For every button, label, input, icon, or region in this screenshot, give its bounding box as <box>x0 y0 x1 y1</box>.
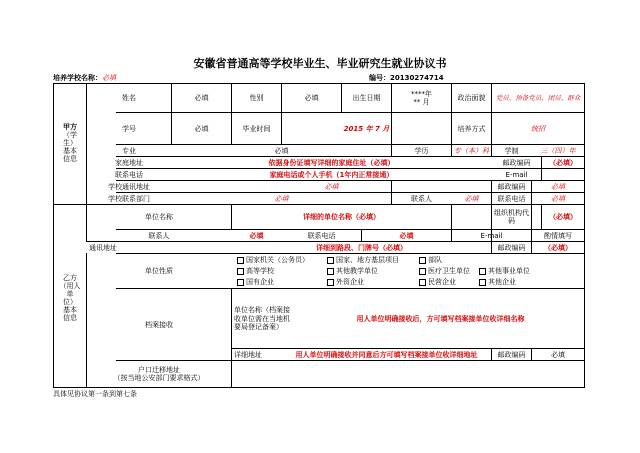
name-value[interactable]: 必填 <box>194 94 209 102</box>
archive-address-value[interactable]: 用人单位明确接收并同意后方可填写档案接单位收详细地址 <box>295 350 478 359</box>
unit-postcode-label: 邮政编码 <box>497 243 526 252</box>
school-contact-value[interactable]: 必填 <box>464 194 479 203</box>
graduation-time-value[interactable]: 2015 年 7 月 <box>343 124 390 133</box>
archive-unit-value[interactable]: 用人单位明确接收后，方可填写档案接单位收详细名称 <box>356 314 525 323</box>
number-value: 20130274714 <box>390 74 444 82</box>
phone-value[interactable]: 家庭电话或个人手机（1年内正常接通） <box>269 170 394 179</box>
agreement-table <box>53 83 585 388</box>
option-university[interactable]: 高等学校 <box>237 266 274 276</box>
gender-label: 性别 <box>249 94 264 102</box>
unit-nature-label: 单位性质 <box>145 267 173 275</box>
home-postcode-value[interactable]: （必填） <box>549 158 577 167</box>
school-phone-value[interactable]: 必填 <box>551 194 565 203</box>
unit-contact-value[interactable]: 必填 <box>249 231 264 240</box>
footnote: 具体见协议第一条到第七条 <box>53 390 137 398</box>
major-value[interactable]: 必填 <box>274 146 289 155</box>
archive-address-label: 详细地址 <box>234 350 262 359</box>
school-postcode-value[interactable]: 必填 <box>551 182 565 191</box>
option-other-public[interactable]: 其他事业单位 <box>479 266 530 276</box>
document-title: 安徽省普通高等学校毕业生、毕业研究生就业协议书 <box>193 57 447 70</box>
unit-email-label: E-mail <box>480 231 503 240</box>
degree-value[interactable]: 专（本）科 <box>454 146 489 155</box>
home-address-label: 家庭地址 <box>115 158 143 167</box>
political-status-label: 政治面貌 <box>457 94 486 102</box>
agreement-number-field <box>369 73 444 83</box>
school-address-label: 学校通讯地址 <box>108 182 150 191</box>
option-grassroots[interactable]: 国家、地方基层项目 <box>327 255 399 265</box>
archive-label: 档案接收 <box>145 320 173 329</box>
option-gov[interactable]: 国家机关（公务员） <box>237 255 309 265</box>
school-dept-label: 学校联系部门 <box>108 194 150 203</box>
school-name-value: 必填 <box>102 74 116 82</box>
unit-nature-options <box>237 255 582 288</box>
political-status-value[interactable]: 党员、预备党员、团员、群众 <box>495 94 581 102</box>
email-label: E-mail <box>505 170 528 179</box>
birth-date-label: 出生日期 <box>352 94 381 102</box>
unit-name-value[interactable]: 详细的单位名称（必填） <box>303 213 380 221</box>
number-label: 编号： <box>369 74 390 82</box>
school-name-label: 培养学校名称： <box>53 74 102 82</box>
training-mode-label: 培养方式 <box>457 124 486 133</box>
duration-value[interactable]: 三（四）年 <box>540 146 576 155</box>
unit-name-label: 单位名称 <box>145 213 173 221</box>
unit-phone-value[interactable]: 必填 <box>399 231 414 240</box>
degree-label: 学历 <box>414 146 429 155</box>
hukou-value[interactable] <box>232 361 584 387</box>
option-state-owned[interactable]: 国有企业 <box>237 277 274 287</box>
phone-label: 联系电话 <box>115 170 143 179</box>
school-name-field <box>53 73 116 83</box>
major-label: 专业 <box>122 146 136 155</box>
student-id-label: 学号 <box>122 124 136 133</box>
unit-address-value[interactable]: 详细到路段、门牌号（必填） <box>316 243 407 252</box>
unit-email-value[interactable]: 酌情填写 <box>544 231 572 240</box>
school-postcode-label: 邮政编码 <box>497 182 526 191</box>
training-mode-value[interactable]: 统招 <box>531 124 545 133</box>
name-label: 姓名 <box>122 94 136 102</box>
school-dept-value[interactable]: 必填 <box>274 194 289 203</box>
party-a-label: 甲方 （学 生） 基本 信息 <box>63 123 77 163</box>
option-army[interactable]: 部队 <box>419 255 442 265</box>
party-b-label: 乙方 （用人 单 位） 基本 信息 <box>59 274 81 322</box>
school-address-value[interactable]: 必填 <box>324 182 339 191</box>
option-private[interactable]: 民营企业 <box>419 277 456 287</box>
school-phone-label: 联系电话 <box>497 194 526 203</box>
archive-postcode-label: 邮政编码 <box>497 350 526 359</box>
birth-date-value[interactable]: ****年 ** 月 <box>411 90 432 106</box>
unit-address-label: 通讯地址 <box>89 243 117 252</box>
student-id-value[interactable]: 必填 <box>194 124 209 133</box>
graduation-time-label: 毕业时间 <box>242 124 271 133</box>
email-value[interactable] <box>542 169 584 180</box>
unit-phone-label: 联系电话 <box>307 231 336 240</box>
school-contact-label: 联系人 <box>411 194 432 203</box>
option-other-enterprise[interactable]: 其他企业 <box>479 277 516 287</box>
option-foreign[interactable]: 外资企业 <box>327 277 364 287</box>
home-postcode-label: 邮政编码 <box>502 158 531 167</box>
org-code-value[interactable]: （必填） <box>549 213 577 221</box>
gender-value[interactable]: 必填 <box>304 94 319 102</box>
option-medical[interactable]: 医疗卫生单位 <box>419 266 470 276</box>
home-address-value[interactable]: 依据身份证填写详细的家庭住址（必填） <box>268 158 395 167</box>
option-other-teaching[interactable]: 其他教学单位 <box>327 266 378 276</box>
org-code-label: 组织机构代码 <box>494 209 529 225</box>
hukou-label: 户口迁移地址 （按当地公安部门要求格式） <box>113 366 205 382</box>
archive-postcode-value[interactable]: 必填 <box>551 350 565 359</box>
unit-postcode-value[interactable]: （必填） <box>544 243 572 252</box>
unit-contact-label: 联系人 <box>148 231 170 240</box>
archive-unit-label: 单位名称（档案接收单位需在当地机要局登记备案） <box>234 306 290 332</box>
duration-label: 学制 <box>504 146 519 155</box>
